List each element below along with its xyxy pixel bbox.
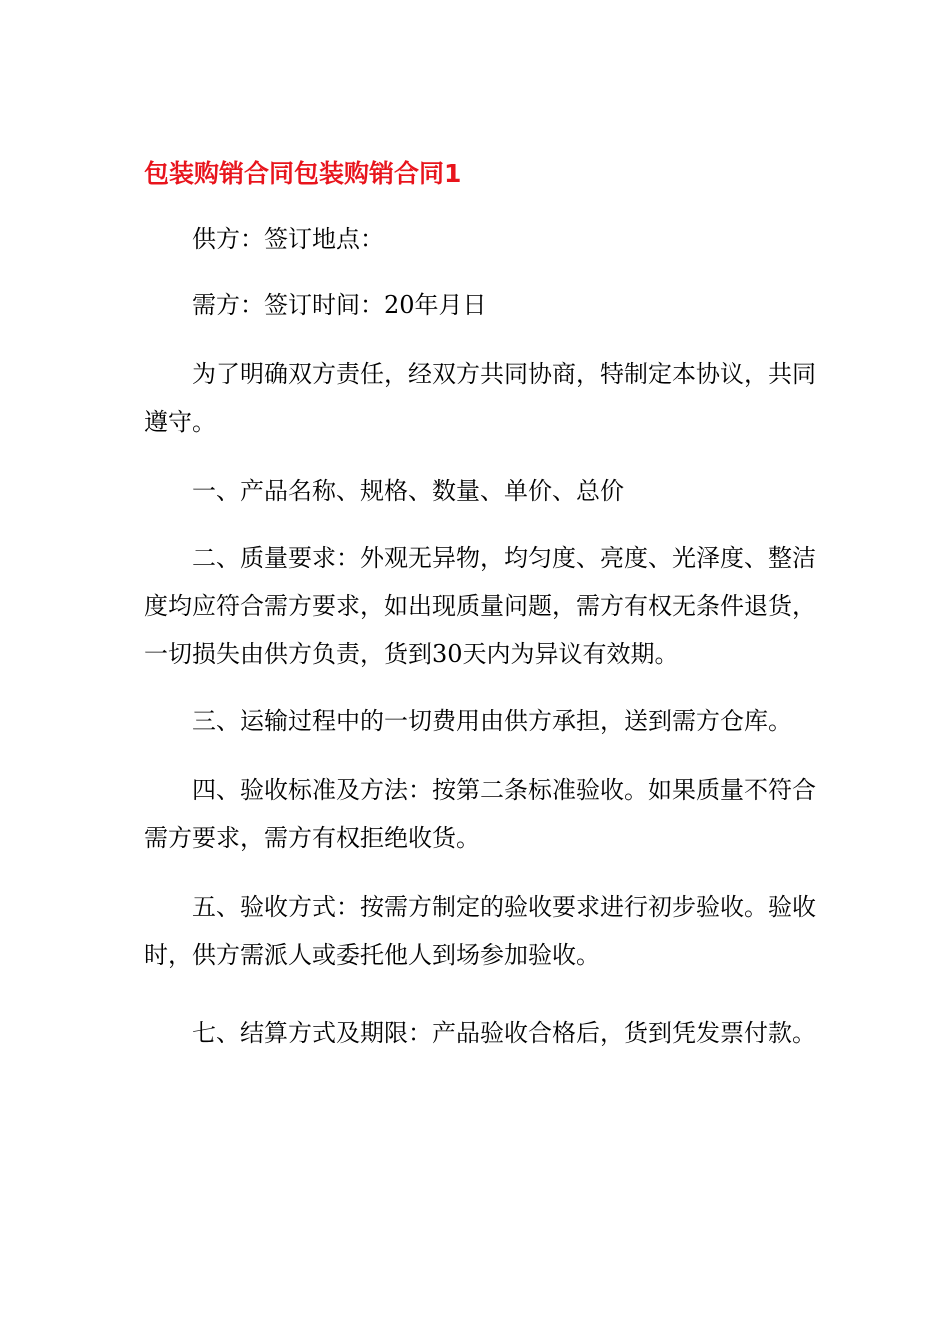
paragraph-buyer: 需方：签订时间：20年月日 <box>192 291 487 319</box>
paragraph-clause-2: 二、质量要求：外观无异物，均匀度、亮度、光泽度、整洁度均应符合需方要求，如出现质量问题，需方有权无条件退货，一切损失由供方负责，货到30天内为异议有效期。 <box>144 544 816 668</box>
paragraph-preamble: 为了明确双方责任，经双方共同协商，特制定本协议，共同遵守。 <box>144 360 816 436</box>
paragraph-clause-1: 一、产品名称、规格、数量、单价、总价 <box>192 477 624 505</box>
paragraph-clause-4: 四、验收标准及方法：按第二条标准验收。如果质量不符合需方要求，需方有权拒绝收货。 <box>144 776 816 852</box>
paragraph-clause-7: 七、结算方式及期限：产品验收合格后，货到凭发票付款。 <box>192 1019 816 1047</box>
document-title: 包装购销合同包装购销合同1 <box>144 159 462 188</box>
paragraph-clause-3: 三、运输过程中的一切费用由供方承担，送到需方仓库。 <box>192 707 792 735</box>
paragraph-supplier: 供方：签订地点： <box>192 225 384 253</box>
paragraph-clause-5: 五、验收方式：按需方制定的验收要求进行初步验收。验收时，供方需派人或委托他人到场参加验收。 <box>144 893 816 969</box>
